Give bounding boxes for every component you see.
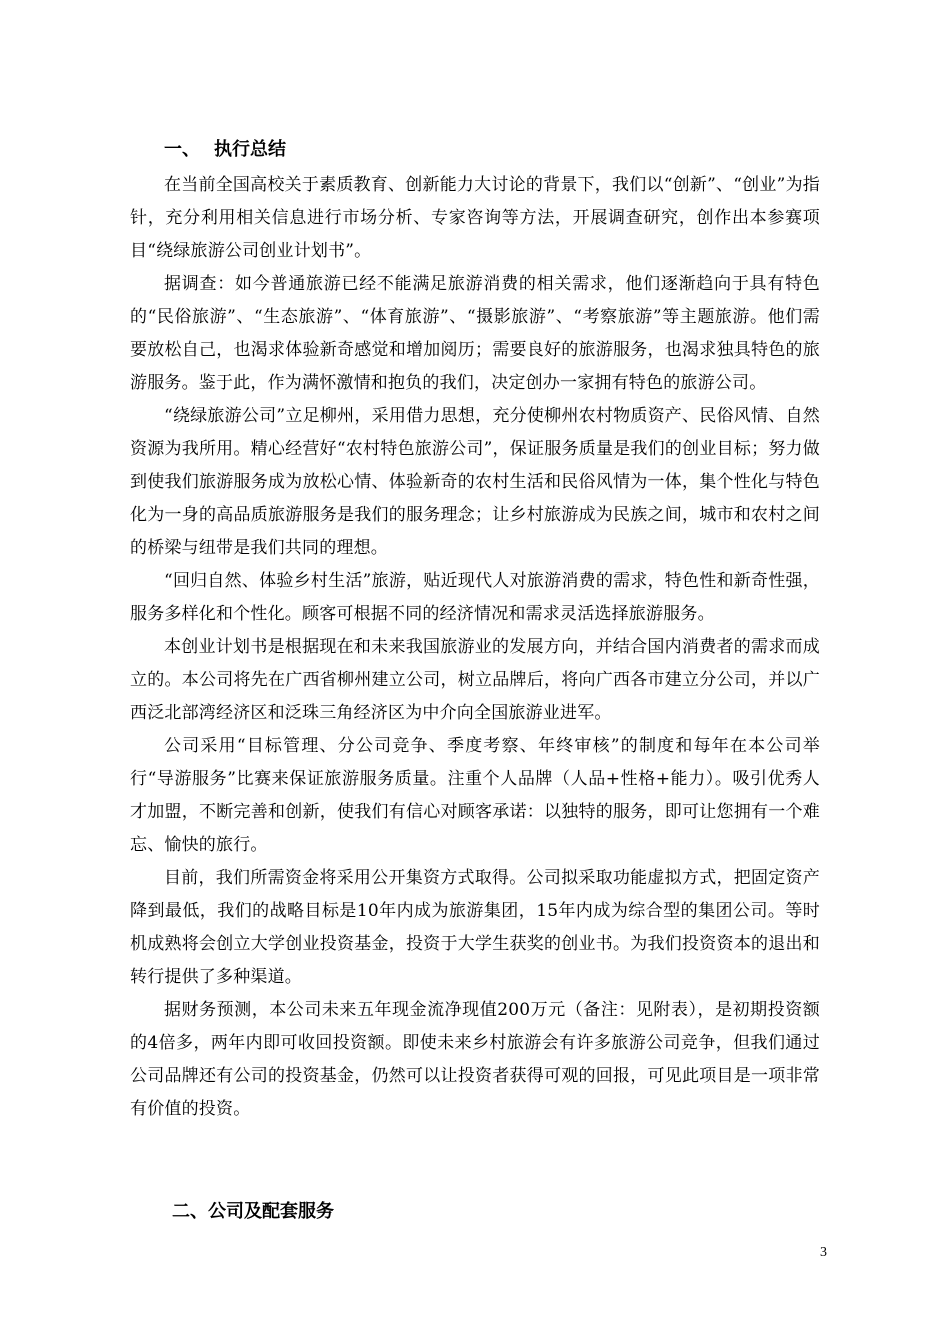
paragraph: 公司采用“目标管理、分公司竞争、季度考察、年终审核”的制度和每年在本公司举行“导游服务”比赛来保证旅游服务质量。注重个人品牌（人品+性格+能力）。吸引优秀人才加盟，不断完善和创新，使我们有信心对顾客承诺：以独特的服务，即可让您拥有一个难忘、愉快的旅行。 xyxy=(130,736,820,855)
section-number: 一、 xyxy=(164,139,200,160)
paragraph: 据财务预测，本公司未来五年现金流净现值200万元（备注：见附表），是初期投资额的4倍多，两年内即可收回投资额。即使未来乡村旅游会有许多旅游公司竞争，但我们通过公司品牌还有公司的投资基金，仍然可以让投资者获得可观的回报，可见此项目是一项非常有价值的投资。 xyxy=(130,1000,820,1119)
paragraph: “绕绿旅游公司”立足柳州，采用借力思想，充分使柳州农村物质资产、民俗风情、自然资源为我所用。精心经营好“农村特色旅游公司”，保证服务质量是我们的创业目标；努力做到使我们旅游服务成为放松心情、体验新奇的农村生活和民俗风情为一体，集个性化与特色化为一身的高品质旅游服务是我们的服务理念；让乡村旅游成为民族之间，城市和农村之间的桥梁与纽带是我们共同的理想。 xyxy=(130,406,820,558)
page-number: 3 xyxy=(820,1245,827,1260)
section-heading-company-services xyxy=(172,1200,334,1224)
paragraph: 目前，我们所需资金将采用公开集资方式取得。公司拟采取功能虚拟方式，把固定资产降到最低，我们的战略目标是10年内成为旅游集团，15年内成为综合型的集团公司。等时机成熟将会创立大学创业投资基金，投资于大学生获奖的创业书。为我们投资资本的退出和转行提供了多种渠道。 xyxy=(130,868,820,987)
paragraph: 本创业计划书是根据现在和未来我国旅游业的发展方向，并结合国内消费者的需求而成立的。本公司将先在广西省柳州建立公司，树立品牌后，将向广西各市建立分公司，并以广西泛北部湾经济区和泛珠三角经济区为中介向全国旅游业进军。 xyxy=(130,637,820,723)
section-title: 执行总结 xyxy=(214,139,286,160)
paragraph: “回归自然、体验乡村生活”旅游，贴近现代人对旅游消费的需求，特色性和新奇性强，服务多样化和个性化。顾客可根据不同的经济情况和需求灵活选择旅游服务。 xyxy=(130,571,820,624)
section-number: 二、 xyxy=(172,1201,208,1222)
section-heading-executive-summary xyxy=(164,138,286,162)
document-body xyxy=(130,169,820,1126)
paragraph: 在当前全国高校关于素质教育、创新能力大讨论的背景下，我们以“创新”、“创业”为指针，充分利用相关信息进行市场分析、专家咨询等方法，开展调查研究，创作出本参赛项目“绕绿旅游公司创业计划书”。 xyxy=(130,175,820,261)
paragraph: 据调查：如今普通旅游已经不能满足旅游消费的相关需求，他们逐渐趋向于具有特色的“民俗旅游”、“生态旅游”、“体育旅游”、“摄影旅游”、“考察旅游”等主题旅游。他们需要放松自己，也渴求体验新奇感觉和增加阅历；需要良好的旅游服务，也渴求独具特色的旅游服务。鉴于此，作为满怀激情和抱负的我们，决定创办一家拥有特色的旅游公司。 xyxy=(130,274,820,393)
section-title: 公司及配套服务 xyxy=(208,1201,334,1222)
